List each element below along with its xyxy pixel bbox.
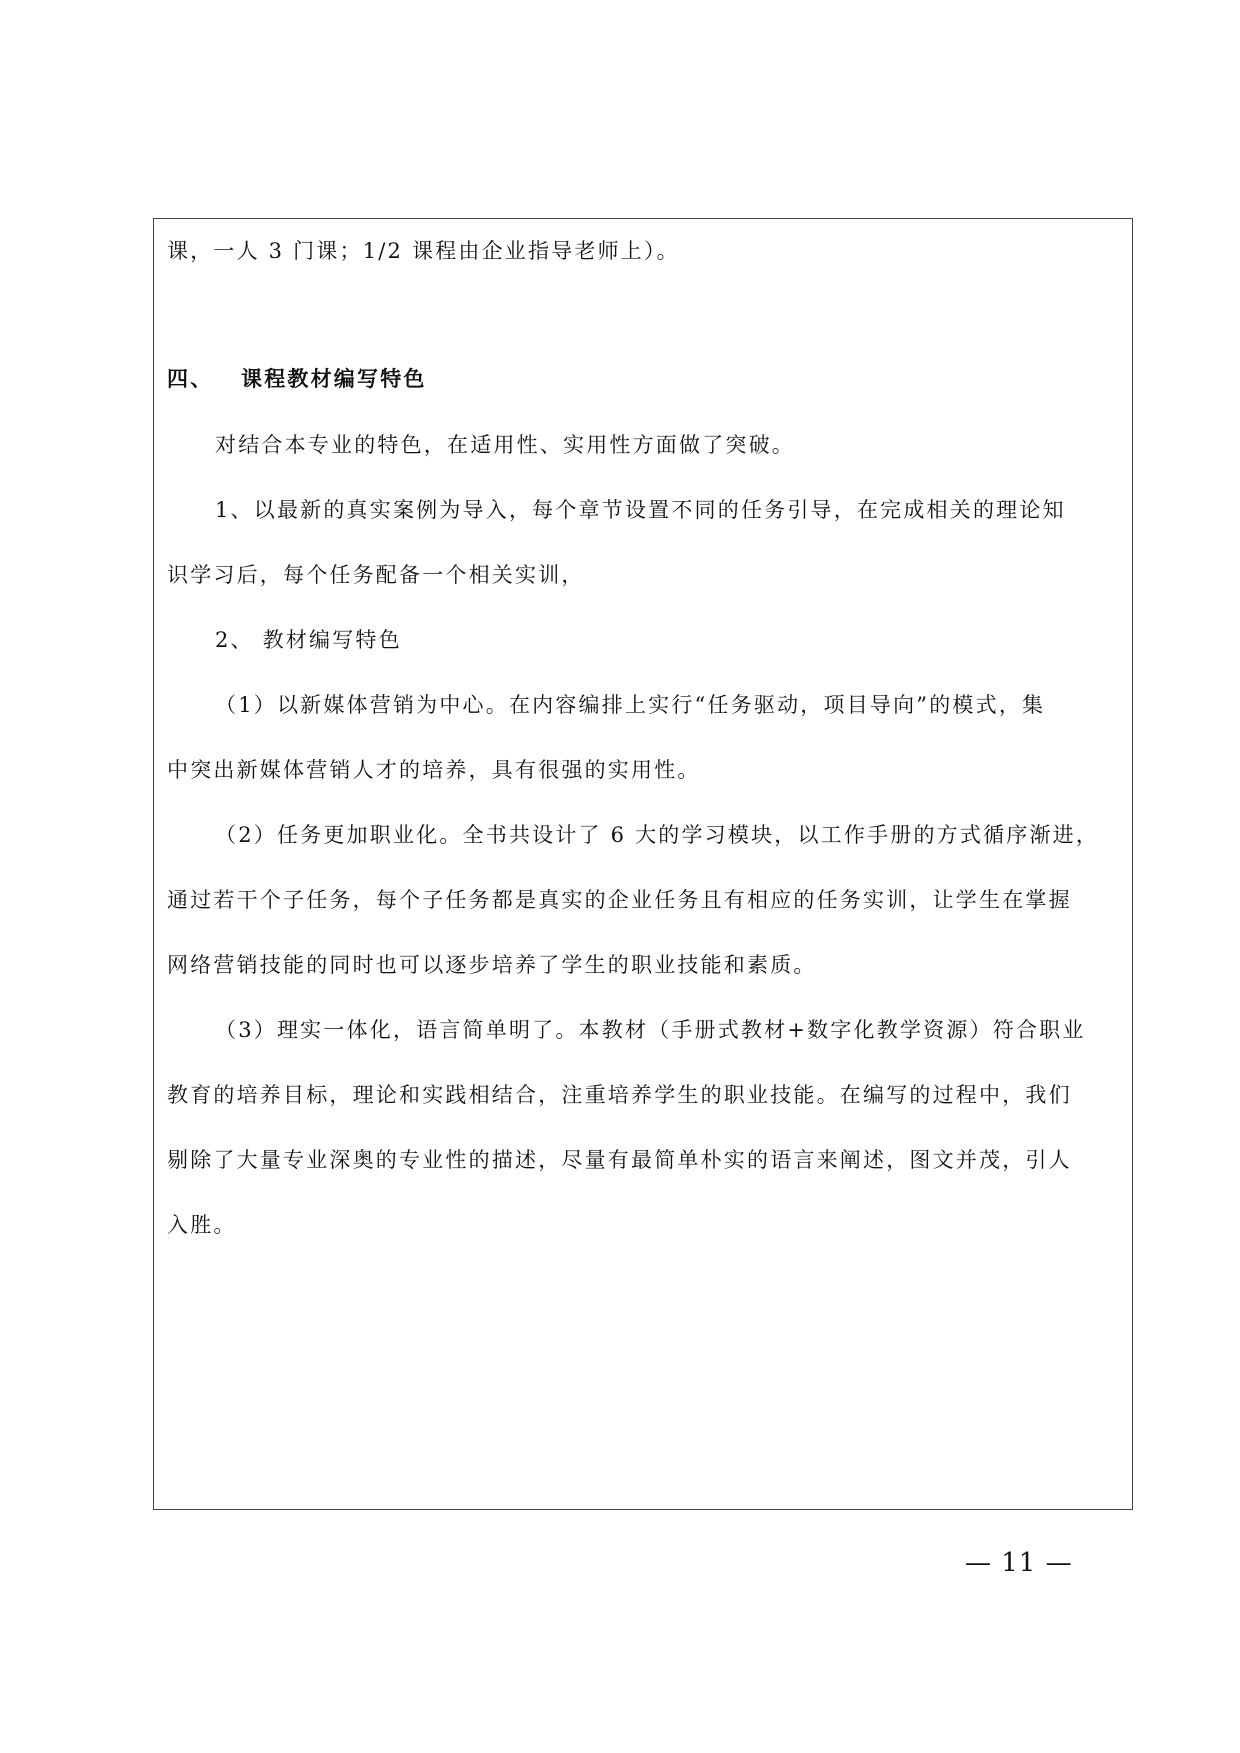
paragraph-line: 通过若干个子任务，每个子任务都是真实的企业任务且有相应的任务实训，让学生在掌握: [167, 888, 1072, 912]
paragraph-line: 识学习后，每个任务配备一个相关实训，: [167, 563, 585, 587]
section-number: 四、: [167, 366, 214, 391]
paragraph-line: 1、以最新的真实案例为导入，每个章节设置不同的任务引导，在完成相关的理论知: [215, 498, 1066, 522]
paragraph-line: （3）理实一体化，语言简单明了。本教材（手册式教材+数字化教学资源）符合职业: [215, 1018, 1086, 1042]
section-title: 课程教材编写特色: [241, 366, 427, 391]
paragraph-line: 教育的培养目标，理论和实践相结合，注重培养学生的职业技能。在编写的过程中，我们: [167, 1083, 1072, 1107]
paragraph-line: 入胜。: [167, 1213, 237, 1237]
paragraph-line: （2）任务更加职业化。全书共设计了 6 大的学习模块，以工作手册的方式循序渐进，: [215, 823, 1100, 847]
subsection-heading: 2、 教材编写特色: [215, 628, 402, 652]
text-line: 课，一人 3 门课；1/2 课程由企业指导老师上）。: [167, 239, 680, 263]
paragraph-line: 剔除了大量专业深奥的专业性的描述，尽量有最简单朴实的语言来阐述，图文并茂，引人: [167, 1148, 1072, 1172]
page-number: — 11 —: [965, 1548, 1073, 1578]
paragraph-line: （1）以新媒体营销为中心。在内容编排上实行“任务驱动，项目导向”的模式，集: [215, 693, 1046, 717]
paragraph-line: 中突出新媒体营销人才的培养，具有很强的实用性。: [167, 758, 701, 782]
paragraph-line: 对结合本专业的特色，在适用性、实用性方面做了突破。: [215, 433, 795, 457]
content-frame: [153, 218, 1133, 1510]
paragraph-line: 网络营销技能的同时也可以逐步培养了学生的职业技能和素质。: [167, 953, 817, 977]
section-heading: [167, 364, 427, 394]
